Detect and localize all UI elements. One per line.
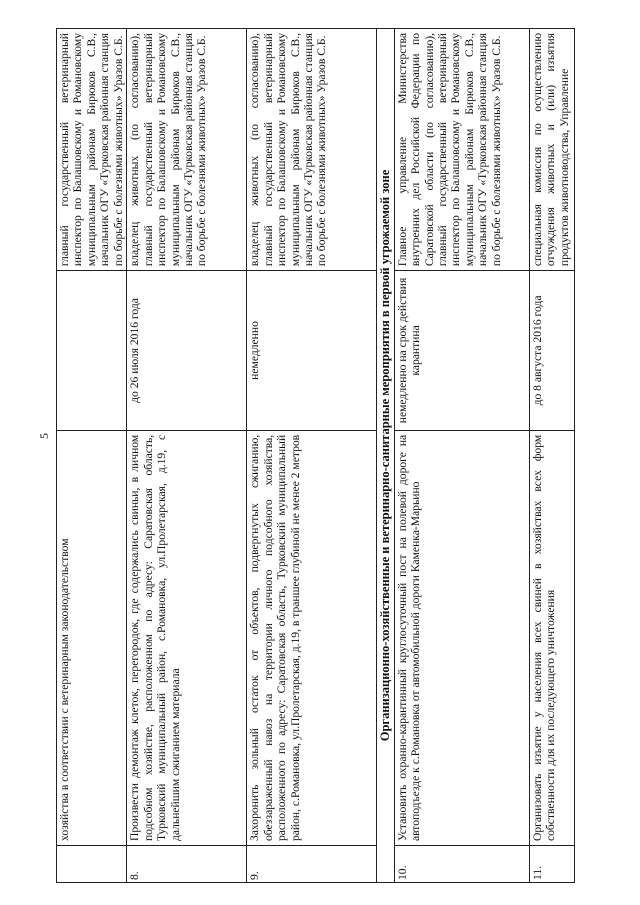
responsible-cell: владелец животных (по согласованию), главный государственный ветеринарный инспектор по Балашовскому и Романовскому муниципальным районам Бирюков С.В., начальник ОГУ «Турковская районная станция по борьбе с болезнями животных» Уразов С.Б. [127, 29, 247, 271]
section-row [377, 29, 395, 883]
table-row [529, 29, 574, 883]
responsible-cell: главный государственный ветеринарный инспектор по Балашовскому и Романовскому муниципальным районам Бирюков С.В., начальник ОГУ «Турковская районная станция по борьбе с болезнями животных» Уразов С.Б. [57, 29, 127, 271]
table-row [394, 29, 529, 883]
section-title: Организационно-хозяйственные и ветеринарно-санитарные мероприятия в первой угрожаемой зоне [377, 29, 395, 883]
document-sheet [56, 28, 586, 883]
date-cell: до 26 июля 2016 года [127, 271, 247, 431]
row-number: 8. [127, 846, 247, 883]
row-number: 9. [247, 846, 377, 883]
table-row [127, 29, 247, 883]
table-row [57, 29, 127, 883]
responsible-cell: Главное управление Министерства внутренних дел Российской Федерации по Саратовской области (по согласованию), главный государственный ветеринарный инспектор по Балашовскому и Романовскому муниципальным районам Бирюков С.В., начальник ОГУ «Турковская районная станция по борьбе с болезнями животных» Уразов С.Б. [394, 29, 529, 271]
row-number: 11. [529, 846, 574, 883]
action-cell: хозяйства в соответствии с ветеринарным законодательством [57, 430, 127, 845]
table-row [247, 29, 377, 883]
action-cell: Организовать изъятие у населения всех свиней в хозяйствах всех форм собственности для их последующего уничтожения [529, 430, 574, 845]
action-cell: Установить охранно-карантинный круглосуточный пост на полевой дороге на автоподъезде к с.Романовка от автомобильной дороги Каменка-Марьино [394, 430, 529, 845]
date-cell: немедленно [247, 271, 377, 431]
row-number [57, 846, 127, 883]
action-cell: Произвести демонтаж клеток, перегородок, где содержались свиньи, в личном подсобном хозяйстве, расположенном по адресу: Саратовская область, Турковский муниципальный район, с.Романовка, ул.Пролетарская, д.19, с дальнейшим сжиганием материала [127, 430, 247, 845]
measures-table [56, 28, 575, 883]
action-cell: Захоронить зольный остаток от объектов, подвергнутых сжиганию, обеззараженный навоз на территории личного подсобного хозяйства, расположенного по адресу: Саратовская область, Турковский муниципальный район, с.Романовка, ул.Пролетарская, д.19, в траншее глубиной не менее 2 метров [247, 430, 377, 845]
responsible-cell: специальная комиссия по осуществлению отчуждения животных и (или) изъятия продуктов животноводства, Управление [529, 29, 574, 271]
responsible-cell: владелец животных (по согласованию), главный государственный ветеринарный инспектор по Балашовскому и Романовскому муниципальным районам Бирюков С.В., начальник ОГУ «Турковская районная станция по борьбе с болезнями животных» Уразов С.Б. [247, 29, 377, 271]
date-cell: до 8 августа 2016 года [529, 271, 574, 431]
row-number: 10. [394, 846, 529, 883]
page-number: 5 [37, 433, 51, 439]
date-cell: немедленно на срок действия карантина [394, 271, 529, 431]
date-cell [57, 271, 127, 431]
